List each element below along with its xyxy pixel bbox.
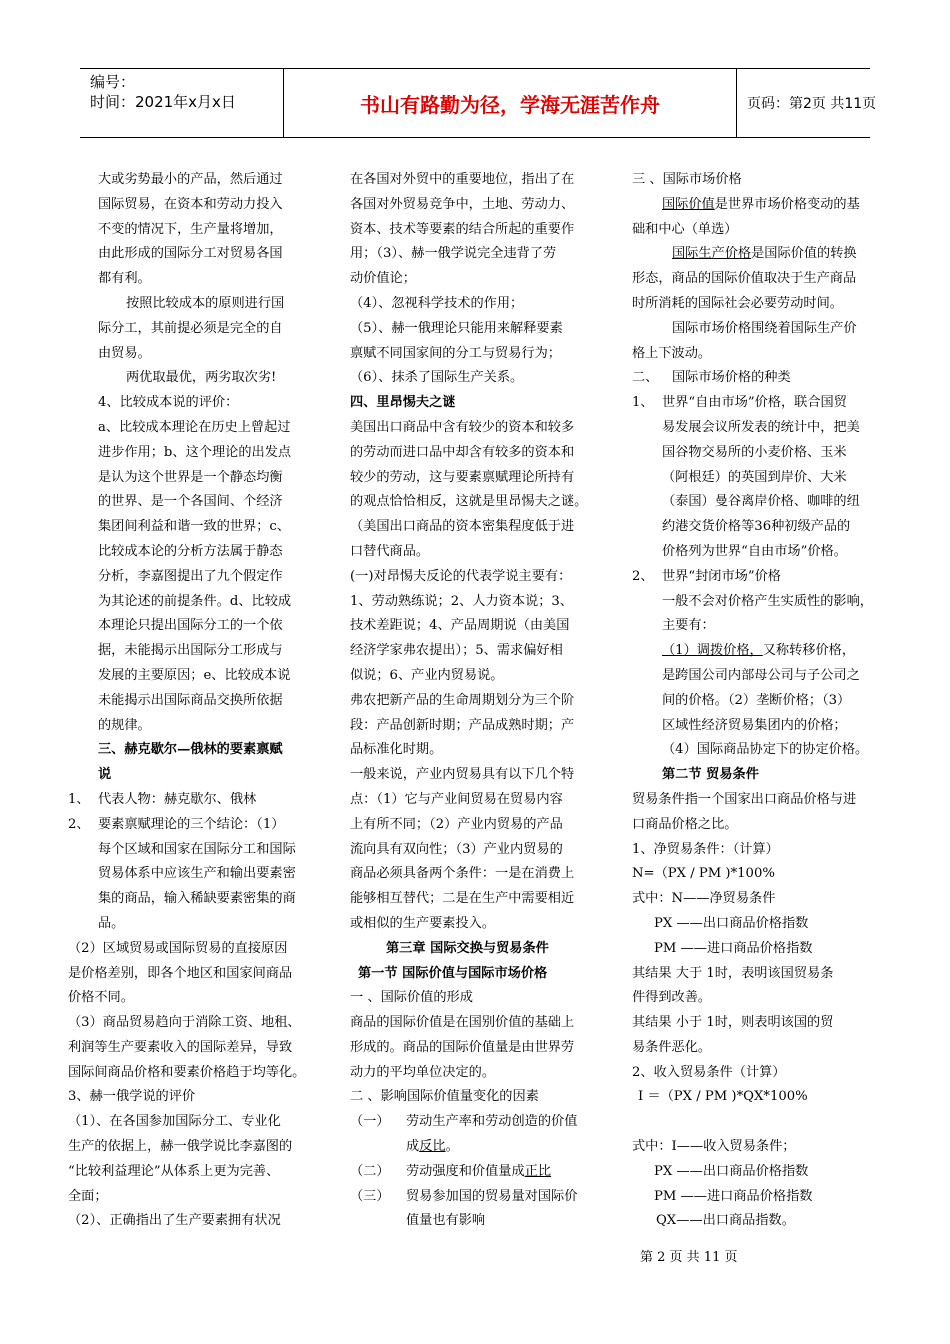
text-line: 的规律。 [98, 717, 151, 733]
text-line: 主要有： [662, 618, 715, 634]
section-heading: 说 [98, 767, 112, 783]
text-line: 经济学家弗农提出）；5、需求偏好相 [350, 643, 563, 659]
list-text: 劳动生产率和劳动创造的价值 [406, 1114, 578, 1130]
text-line: （2）区域贸易或国际贸易的直接原因 [68, 940, 288, 956]
text-line: 值量也有影响 [406, 1213, 486, 1229]
text-line: 都有利。 [98, 271, 151, 287]
text-line: PX ——出口商品价格指数 [654, 1163, 809, 1179]
text-line: 上有所不同；（2）产业内贸易的产品 [350, 816, 563, 832]
column-2 [350, 168, 608, 1234]
text-line: 按照比较成本的原则进行国 [126, 295, 285, 311]
list-number: （三） [350, 1188, 390, 1204]
list-item [350, 1110, 608, 1135]
page-header [80, 68, 877, 138]
text-line: 式中：I——收入贸易条件； [632, 1139, 796, 1155]
text-line: 1、净贸易条件：（计算） [632, 841, 779, 857]
text-line: （阿根廷）的英国到岸价、大米 [662, 469, 847, 485]
text-line: 的劳动而进口品中却含有较多的资本和 [350, 444, 575, 460]
text-line: 似说；6、产业内贸易说。 [350, 667, 504, 683]
text-line: 约港交货价格等36种初级产品的 [662, 519, 851, 535]
text-line: 技术差距说；4、产品周期说（由美国 [350, 618, 570, 634]
text-line: 是价格差别，即各个地区和国家间商品 [68, 965, 293, 981]
text-line: 生产的依据上，赫一俄学说比李嘉图的 [68, 1139, 293, 1155]
text-line: 由贸易。 [98, 345, 151, 361]
list-item [350, 1160, 608, 1185]
text-line: （5）、赫一俄理论只能用来解释要素 [350, 320, 563, 336]
text-line: 能够相互替代；二是在生产中需要相近 [350, 891, 575, 907]
text-line: 各国对外贸易竞争中，土地、劳动力、 [350, 196, 575, 212]
text-line: PM ——进口商品价格指数 [654, 940, 813, 956]
text-line: 品。 [98, 915, 125, 931]
text-line: 价格列为世界“自由市场”价格。 [662, 543, 847, 559]
formula: I ＝（PX / PM )*QX*100% [638, 1089, 808, 1105]
list-text: 代表人物：赫克歇尔、俄林 [98, 791, 257, 807]
text-line: 本理论只提出国际分工的一个依 [98, 618, 283, 634]
text-line: （6）、抹杀了国际生产关系。 [350, 370, 524, 386]
list-number: （二） [350, 1163, 390, 1179]
text-line: 全面； [68, 1188, 108, 1204]
text-line: 段：产品创新时期；产品成熟时期；产 [350, 717, 575, 733]
text-line: 式中：N——净贸易条件 [632, 891, 776, 907]
text-line: QX——出口商品指数。 [656, 1213, 795, 1229]
text-line: 国际间商品价格和要素价格趋于均等化。 [68, 1064, 306, 1080]
text-line: 1、劳动熟练说；2、人力资本说；3、 [350, 593, 573, 609]
text-line: （1）、在各国参加国际分工、专业化 [68, 1114, 281, 1130]
list-item [68, 813, 326, 838]
header-motto-cell [284, 69, 737, 137]
section-heading: 三、赫克歇尔—俄林的要素禀赋 [98, 742, 283, 758]
list-number: 2、 [68, 816, 90, 832]
list-item [632, 391, 894, 416]
text-line: 口商品价格之比。 [632, 816, 738, 832]
text-line: 础和中心（单选） [632, 221, 738, 237]
text-line: 分析，李嘉图提出了九个假定作 [98, 568, 283, 584]
text-line: 价格不同。 [68, 990, 134, 1006]
text-line: 间的价格。（2）垄断价格；（3） [662, 692, 851, 708]
text-line: 际分工，其前提必须是完全的自 [98, 320, 283, 336]
text-line: 禀赋不同国家间的分工与贸易行为； [350, 345, 561, 361]
column-1 [68, 168, 326, 1234]
text-line: 件得到改善。 [632, 990, 712, 1006]
text-line: 大或劣势最小的产品，然后通过 [98, 172, 283, 187]
text-line: 品标准化时期。 [350, 742, 443, 758]
list-number: 2、 [632, 568, 654, 584]
text-line: （1）调拨价格，又称转移价格， [662, 643, 856, 659]
text-line: 利润等生产要素收入的国际差异，导致 [68, 1039, 293, 1055]
text-line: 弗农把新产品的生命周期划分为三个阶 [350, 692, 575, 708]
text-line: a、比较成本理论在历史上曾起过 [98, 419, 291, 435]
text-line: （4）国际商品协定下的协定价格。 [662, 742, 869, 758]
text-line: 商品必须具备两个条件：一是在消费上 [350, 866, 575, 882]
underlined-term: 反比 [419, 1139, 446, 1155]
list-number: 1、 [632, 395, 654, 411]
page-number-cell [737, 69, 880, 137]
text-line: 时所消耗的国际社会必要劳动时间。 [632, 295, 843, 311]
text-line: 国际贸易，在资本和劳动力投入 [98, 196, 283, 212]
text-line: （3）商品贸易趋向于消除工资、地租、 [68, 1015, 301, 1031]
list-number: 1、 [68, 791, 90, 807]
page-footer: 第 2 页 共 11 页 [640, 1250, 738, 1265]
text-line: 动力的平均单位决定的。 [350, 1064, 496, 1080]
text-line: （4）、忽视科学技术的作用； [350, 295, 524, 311]
text-line: 或相似的生产要素投入。 [350, 915, 496, 931]
section-heading: 三 、国际市场价格 [632, 172, 742, 187]
text-line: 资本、技术等要素的结合所起的重要作 [350, 221, 575, 237]
list-number: （一） [350, 1114, 390, 1130]
text-line: 是跨国公司内部母公司与子公司之 [662, 667, 860, 683]
text-line: 其结果 小于 1时，则表明该国的贸 [632, 1015, 834, 1031]
text-line: （美国出口商品的资本密集程度低于进 [350, 519, 575, 535]
text-line: 发展的主要原因；e、比较成本说 [98, 667, 291, 683]
text-line: PM ——进口商品价格指数 [654, 1188, 813, 1204]
text-line: 每个区域和国家在国际分工和国际 [98, 841, 296, 857]
text-line: （2）、正确指出了生产要素拥有状况 [68, 1213, 281, 1229]
text-line: 格上下波动。 [632, 345, 712, 361]
text-line: 二 、影响国际价值量变化的因素 [350, 1089, 539, 1105]
text-line: 用；（3）、赫一俄学说完全违背了劳 [350, 246, 557, 262]
text-line: “比较利益理论”从体系上更为完善、 [68, 1163, 280, 1179]
text-line: 两优取最优，两劣取次劣! [126, 370, 277, 386]
text-line: 的世界、是一个各国间、个经济 [98, 494, 283, 510]
header-motto: 书山有路勤为径，学海无涯苦作舟 [360, 92, 660, 117]
date-label: 时间：2021年x月x日 [90, 93, 236, 111]
text-line: （泰国）曼谷离岸价格、咖啡的纽 [662, 494, 860, 510]
list-text: 世界“自由市场”价格，联合国贸 [662, 395, 847, 411]
list-text: 劳动强度和价值量成 [406, 1163, 525, 1179]
text-line: 集的商品，输入稀缺要素密集的商 [98, 891, 296, 907]
text-line: 集团间利益和谐一致的世界；c、 [98, 519, 291, 535]
underlined-term: 正比 [524, 1163, 552, 1179]
text-line: 商品的国际价值是在国别价值的基础上 [350, 1015, 575, 1031]
text-line: 比较成本论的分析方法属于静态 [98, 543, 283, 559]
section-heading: 第二节 贸易条件 [662, 767, 759, 783]
text-line: 国际市场价格围绕着国际生产价 [672, 320, 857, 336]
text-line: 为其论述的前提条件。d、比较成 [98, 593, 292, 609]
text-line: 在各国对外贸中的重要地位，指出了在 [350, 172, 575, 187]
list-item [350, 1185, 608, 1210]
text-line: 不变的情况下，生产量将增加， [98, 221, 283, 237]
list-text: 贸易参加国的贸易量对国际价 [406, 1188, 578, 1204]
text-line: 易条件恶化。 [632, 1039, 712, 1055]
text-line: 2、收入贸易条件（计算） [632, 1064, 786, 1080]
formula: N=（PX / PM )*100% [632, 866, 775, 882]
text-line: 贸易条件指一个国家出口商品价格与进 [632, 791, 857, 807]
text-line: 形态，商品的国际价值取决于生产商品 [632, 271, 857, 287]
list-item [632, 366, 894, 391]
text-line: 一般不会对价格产生实质性的影响， [662, 593, 873, 609]
text-line: 一般来说，产业内贸易具有以下几个特 [350, 767, 575, 783]
text-line: 3、赫一俄学说的评价 [68, 1089, 196, 1105]
column-3 [632, 168, 894, 1234]
text-line: 由此形成的国际分工对贸易各国 [98, 246, 283, 262]
header-meta [80, 69, 284, 137]
list-item [632, 565, 894, 590]
text-line: (一)对昂惕夫反论的代表学说主要有： [350, 568, 572, 584]
text-line: 贸易体系中应该生产和输出要素密 [98, 866, 296, 882]
list-number: 二、 [632, 370, 659, 386]
text-line: 是认为这个世界是一个静态均衡 [98, 469, 283, 485]
text-line: 据，未能揭示出国际分工形成与 [98, 643, 283, 659]
text-line: 其结果 大于 1时，表明该国贸易条 [632, 965, 834, 981]
chapter-heading: 第三章 国际交换与贸易条件 [386, 940, 549, 956]
text-line: 点：（1）它与产业间贸易在贸易内容 [350, 791, 563, 807]
list-item-cont: 成反比。 [406, 1139, 459, 1155]
text-line: 流向具有双向性；（3）产业内贸易的 [350, 841, 563, 857]
underlined-term: （1）调拨价格， [662, 643, 763, 659]
text-line: 易发展会议所发表的统计中，把美 [662, 419, 860, 435]
number-label: 编号： [90, 73, 136, 91]
list-item [68, 788, 326, 813]
text-line: 进步作用；b、这个理论的出发点 [98, 444, 292, 460]
text-line: 国际生产价格是国际价值的转换 [672, 246, 857, 262]
blank-line [632, 1110, 894, 1135]
text-line: 较少的劳动，这与要素禀赋理论所持有 [350, 469, 575, 485]
text-line: 口替代商品。 [350, 543, 430, 559]
text-line: 一 、国际价值的形成 [350, 990, 473, 1006]
list-text: 国际市场价格的种类 [672, 370, 791, 386]
list-text: 要素禀赋理论的三个结论：（1） [98, 816, 285, 832]
text-line: 美国出口商品中含有较少的资本和较多 [350, 419, 575, 435]
underlined-term: 国际生产价格 [672, 246, 752, 262]
text-line: 国际价值是世界市场价格变动的基 [662, 196, 860, 212]
underlined-term: 国际价值 [662, 196, 715, 212]
text-line: 形成的。商品的国际价值量是由世界劳 [350, 1039, 575, 1055]
section-heading: 第一节 国际价值与国际市场价格 [358, 965, 548, 981]
list-text: 世界“封闭市场”价格 [662, 568, 781, 584]
page-number-label: 页码：第2页 共11页 [747, 96, 877, 112]
section-heading: 四、里昂惕夫之谜 [350, 395, 456, 411]
text-line: 4、比较成本说的评价： [98, 395, 239, 411]
text-line: PX ——出口商品价格指数 [654, 915, 809, 931]
text-line: 未能揭示出国际商品交换所依据 [98, 692, 283, 708]
text-line: 区域性经济贸易集团内的价格； [662, 717, 847, 733]
text-line: 国谷物交易所的小麦价格、玉米 [662, 444, 847, 460]
text-line: 的观点恰恰相反，这就是里昂惕夫之谜。 [350, 494, 588, 510]
text-line: 动价值论； [350, 271, 416, 287]
